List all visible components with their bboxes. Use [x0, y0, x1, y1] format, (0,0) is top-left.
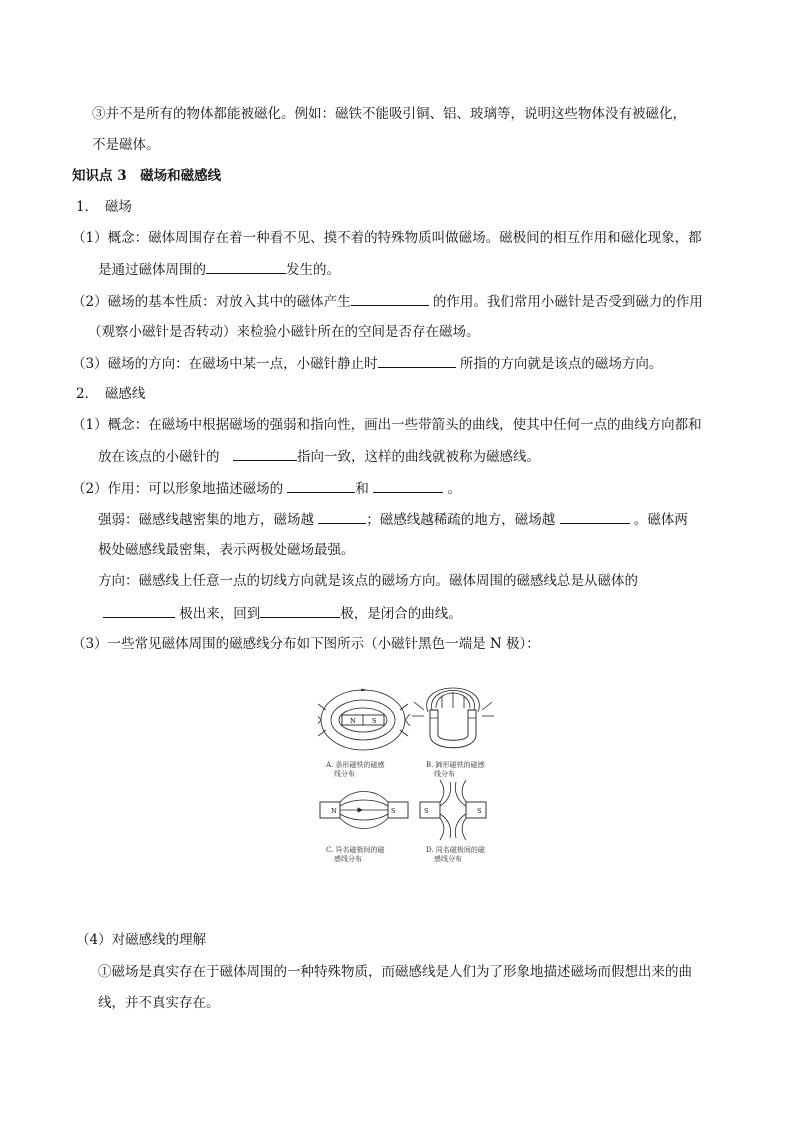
text-segment: （2）磁场的基本性质：对放入其中的磁体产生 [72, 294, 351, 310]
pole-label: N [331, 807, 337, 815]
text-segment: 发生的。 [286, 262, 340, 278]
part2-heading: 2． 磁感线 [76, 386, 146, 402]
fill-blank[interactable] [373, 478, 443, 493]
caption-d-line-1: D. 同名磁极间的磁 [426, 846, 485, 854]
text-segment: 所指的方向就是该点的磁场方向。 [455, 356, 663, 372]
part1-concept-line-1: （1）概念：磁体周围存在着一种看不见、摸不着的特殊物质叫做磁场。磁极间的相互作用和磁化现象，都 [72, 230, 702, 246]
part1-heading: 1． 磁场 [76, 199, 132, 215]
text-segment: 是通过磁体周围的 [98, 262, 206, 278]
intro-line-2: 不是磁体。 [92, 137, 160, 153]
part2-concept-line-1: （1）概念：在磁场中根据磁场的强弱和指向性，画出一些带箭头的曲线，使其中任何一点的曲线方向都和 [72, 417, 702, 433]
part2-strength-line-2: 极处磁感线最密集，表示两极处磁场最强。 [98, 542, 355, 558]
part2-direction-line-2 [103, 603, 462, 624]
pole-label: S [477, 807, 482, 815]
magnetic-field-diagram [318, 680, 500, 870]
horseshoe-magnet [430, 710, 476, 748]
fill-blank[interactable] [103, 603, 175, 618]
fill-blank[interactable] [351, 291, 429, 306]
text-segment: ；磁感线越稀疏的地方，磁场越 [366, 512, 560, 528]
horseshoe-field-lines [412, 688, 494, 716]
pole-label: S [424, 807, 429, 815]
part1-property-line-1 [72, 291, 703, 312]
text-segment: 的作用。我们常用小磁针是否受到磁力的作用 [428, 294, 703, 310]
caption-d-line-2: 感线分布 [434, 855, 462, 863]
part2-strength-line-1 [98, 509, 688, 530]
part2-use-line [72, 478, 461, 499]
text-segment: 放在该点的小磁针的 [98, 449, 233, 465]
part2-understanding-heading: （4）对磁感线的理解 [76, 932, 207, 948]
text-segment: 。 [443, 481, 461, 497]
fill-blank[interactable] [287, 478, 355, 493]
fill-blank[interactable] [318, 509, 366, 524]
text-segment: （3）磁场的方向：在磁场中某一点，小磁针静止时 [72, 356, 378, 372]
caption-c-line-1: C. 异名磁极间的磁 [326, 846, 385, 854]
caption-a-line-1: A. 条形磁铁的磁感 [326, 761, 385, 769]
text-segment: （2）作用：可以形象地描述磁场的 [72, 481, 288, 497]
part2-understanding-line-1: ①磁场是真实存在于磁体周围的一种特殊物质，而磁感线是人们为了形象地描述磁场而假想出来的曲 [98, 964, 692, 980]
caption-a-line-2: 线分布 [334, 770, 355, 778]
section-title: 知识点 3 磁场和磁感线 [72, 168, 222, 184]
opposite-poles-field-lines [340, 792, 388, 829]
pole-label: N [350, 717, 356, 725]
part2-common-line: （3）一些常见磁体周围的磁感线分布如下图所示（小磁针黑色一端是 N 极）： [72, 636, 540, 652]
fill-blank[interactable] [260, 603, 340, 618]
fill-blank[interactable] [378, 353, 456, 368]
text-segment: 极，是闭合的曲线。 [340, 606, 462, 622]
pole-label: S [372, 717, 377, 725]
magnet-left [420, 802, 440, 818]
caption-c-line-2: 感线分布 [334, 855, 362, 863]
magnetic-field-lines-figure [318, 680, 500, 870]
text-segment: 指向一致，这样的曲线就被称为磁感线。 [297, 449, 540, 465]
intro-line-1: ③并不是所有的物体都能被磁化。例如：磁铁不能吸引铜、铝、玻璃等，说明这些物体没有被磁化， [92, 106, 686, 122]
fill-blank[interactable] [233, 446, 297, 461]
text-segment: 和 [355, 481, 374, 497]
part2-concept-line-2 [98, 446, 540, 467]
magnet-left [320, 802, 340, 818]
text-segment: 强弱：磁感线越密集的地方，磁场越 [98, 512, 319, 528]
text-segment: 。磁体两 [629, 512, 688, 528]
part2-direction-line-1: 方向：磁感线上任意一点的切线方向就是该点的磁场方向。磁体周围的磁感线总是从磁体的 [98, 573, 638, 589]
part2-understanding-line-2: 线，并不真实存在。 [98, 995, 220, 1011]
caption-b-line-1: B. 蹄形磁铁的磁感 [426, 761, 485, 769]
part1-direction-line [72, 353, 662, 374]
part1-concept-line-2 [98, 259, 340, 280]
like-poles-field-lines [440, 780, 466, 840]
pole-label: S [391, 807, 396, 815]
magnet-right [466, 802, 486, 818]
text-segment: 极出来，回到 [175, 606, 261, 622]
caption-b-line-2: 线分布 [434, 770, 455, 778]
part1-property-line-2: （观察小磁针是否转动）来检验小磁针所在的空间是否存在磁场。 [88, 324, 480, 340]
fill-blank[interactable] [206, 259, 286, 274]
fill-blank[interactable] [560, 509, 630, 524]
